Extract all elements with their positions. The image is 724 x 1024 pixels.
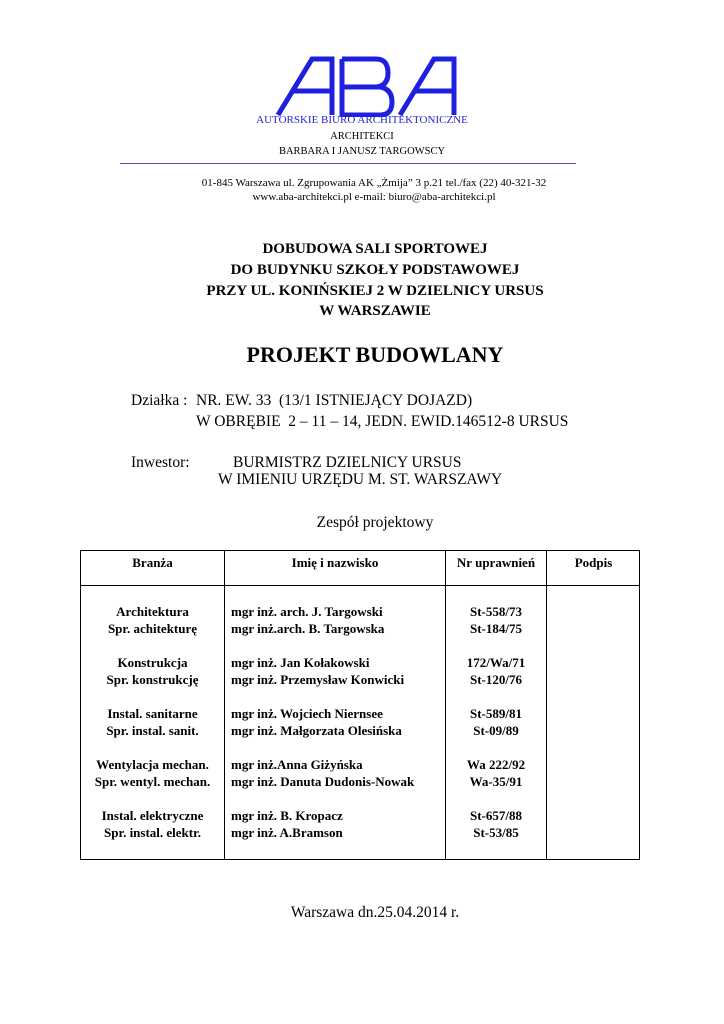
office-name: AUTORSKIE BIURO ARCHITEKTONICZNE xyxy=(256,114,468,126)
branch-cell: Spr. instal. elektr. xyxy=(104,825,201,840)
name-cell: mgr inż.arch. B. Targowska xyxy=(231,621,385,636)
office-web-email: www.aba-architekci.pl e-mail: biuro@aba-architekci.pl xyxy=(252,191,496,203)
license-cell: St-657/88 xyxy=(470,808,522,823)
license-cell: St-120/76 xyxy=(470,672,522,687)
column-divider xyxy=(546,551,547,859)
branch-cell: Spr. wentyl. mechan. xyxy=(94,774,211,789)
investor-line-1: BURMISTRZ DZIELNICY URSUS xyxy=(233,454,462,471)
office-line-architects: ARCHITEKCI xyxy=(330,131,394,142)
license-cell: St-53/85 xyxy=(473,825,519,840)
title-line-4: W WARSZAWIE xyxy=(319,303,431,319)
team-table xyxy=(80,550,640,860)
name-cell: mgr inż. arch. J. Targowski xyxy=(231,604,383,619)
license-cell: 172/Wa/71 xyxy=(466,655,526,670)
name-cell: mgr inż. Wojciech Niernsee xyxy=(231,706,383,721)
license-cell: St-09/89 xyxy=(473,723,519,738)
title-line-3: PRZY UL. KONIŃSKIEJ 2 W DZIELNICY URSUS xyxy=(206,283,544,299)
office-address: 01-845 Warszawa ul. Zgrupowania AK „Żmija” 3 p.21 tel./fax (22) 40-321-32 xyxy=(201,177,547,189)
column-header-signature: Podpis xyxy=(574,555,613,570)
plot-line-2: W OBRĘBIE 2 – 11 – 14, JEDN. EWID.146512-8 URSUS xyxy=(196,413,569,430)
license-cell: Wa 222/92 xyxy=(466,757,526,772)
plot-line-1: NR. EW. 33 (13/1 ISTNIEJĄCY DOJAZD) xyxy=(196,392,473,409)
branch-cell: Instal. sanitarne xyxy=(107,706,198,721)
investor-line-2: W IMIENIU URZĘDU M. ST. WARSZAWY xyxy=(218,471,503,488)
header-row-divider xyxy=(81,585,639,586)
branch-cell: Instal. elektryczne xyxy=(101,808,204,823)
date-line: Warszawa dn.25.04.2014 r. xyxy=(290,904,460,921)
name-cell: mgr inż.Anna Giżyńska xyxy=(231,757,363,772)
plot-label: Działka : xyxy=(131,392,188,409)
team-heading: Zespół projektowy xyxy=(316,514,434,531)
project-type: PROJEKT BUDOWLANY xyxy=(246,342,504,367)
license-cell: St-558/73 xyxy=(470,604,522,619)
name-cell: mgr inż. Przemysław Konwicki xyxy=(231,672,405,687)
aba-logo xyxy=(276,55,462,117)
name-cell: mgr inż. A.Bramson xyxy=(231,825,343,840)
license-cell: St-589/81 xyxy=(470,706,522,721)
branch-cell: Architektura xyxy=(116,604,189,619)
branch-cell: Spr. konstrukcję xyxy=(106,672,199,687)
title-line-1: DOBUDOWA SALI SPORTOWEJ xyxy=(262,241,488,257)
column-divider xyxy=(224,551,225,859)
branch-cell: Spr. achitekturę xyxy=(107,621,198,636)
title-line-2: DO BUDYNKU SZKOŁY PODSTAWOWEJ xyxy=(230,262,520,278)
investor-label: Inwestor: xyxy=(131,454,190,471)
column-header-license: Nr uprawnień xyxy=(456,555,536,570)
name-cell: mgr inż. B. Kropacz xyxy=(231,808,343,823)
name-cell: mgr inż. Danuta Dudonis-Nowak xyxy=(231,774,415,789)
branch-cell: Spr. instal. sanit. xyxy=(106,723,199,738)
name-cell: mgr inż. Małgorzata Olesińska xyxy=(231,723,402,738)
column-header-branch: Branża xyxy=(132,555,173,570)
license-cell: St-184/75 xyxy=(470,621,522,636)
name-cell: mgr inż. Jan Kołakowski xyxy=(231,655,370,670)
header-divider xyxy=(120,163,576,164)
branch-cell: Konstrukcja xyxy=(117,655,188,670)
office-line-owners: BARBARA I JANUSZ TARGOWSCY xyxy=(278,146,446,157)
column-header-name: Imię i nazwisko xyxy=(291,555,379,570)
license-cell: Wa-35/91 xyxy=(469,774,523,789)
branch-cell: Wentylacja mechan. xyxy=(96,757,209,772)
